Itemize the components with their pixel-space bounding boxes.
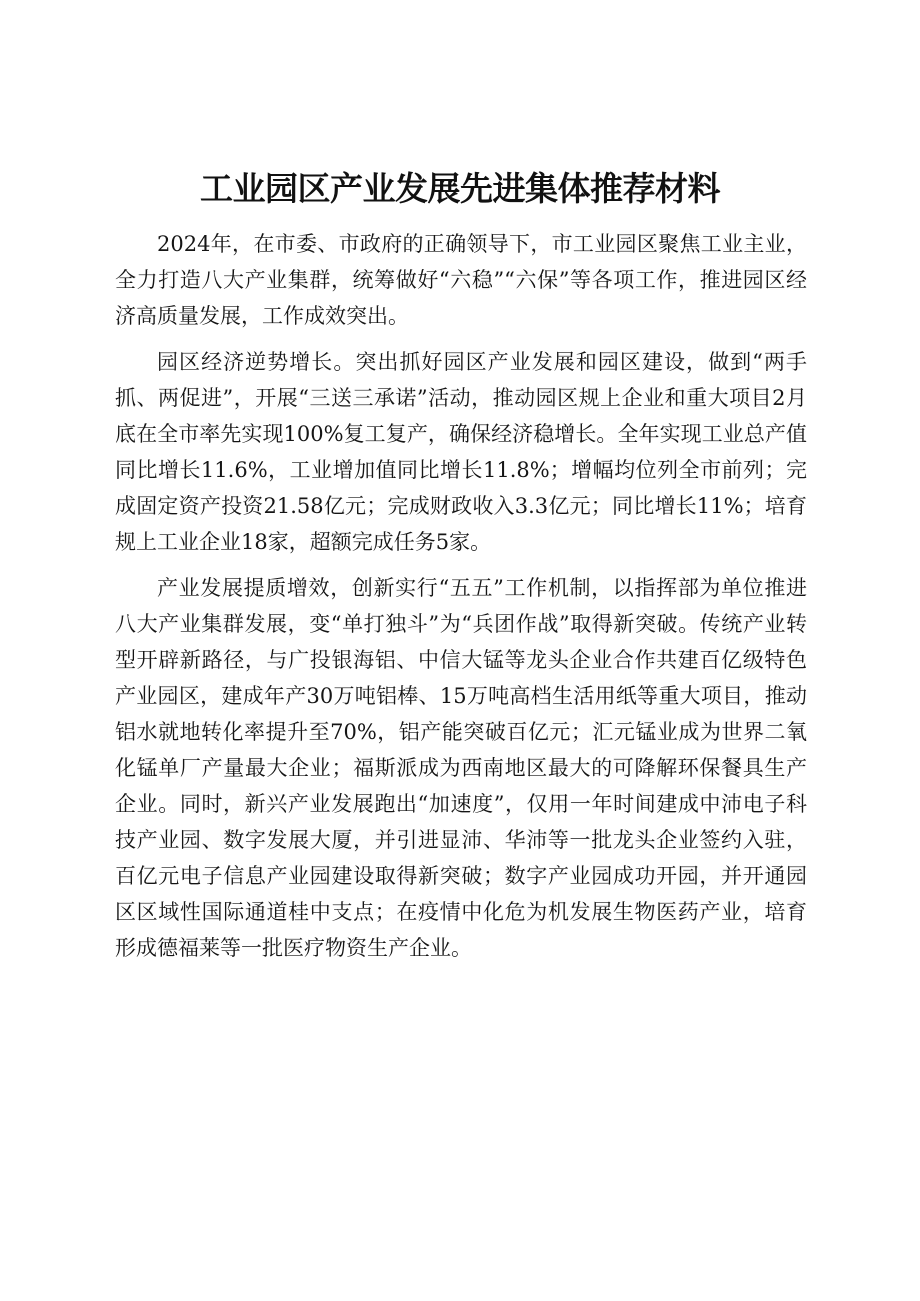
document-title: 工业园区产业发展先进集体推荐材料 [200,169,720,208]
document-body [115,226,807,976]
paragraph-economic-growth: 园区经济逆势增长。突出抓好园区产业发展和园区建设，做到“两手抓、两促进”，开展“三送三承诺”活动，推动园区规上企业和重大项目2月底在全市率先实现100%复工复产，确保经济稳增长。全年实现工业总产值同比增长11.6%，工业增加值同比增长11.8%；增幅均位列全市前列；完成固定资产投资21.58亿元；完成财政收入3.3亿元；同比增长11%；培育规上工业企业18家，超额完成任务5家。 [115,350,807,554]
paragraph-intro: 2024年，在市委、市政府的正确领导下，市工业园区聚焦工业主业，全力打造八大产业集群，统筹做好“六稳”“六保”等各项工作，推进园区经济高质量发展，工作成效突出。 [115,232,807,328]
paragraph-industry-development: 产业发展提质增效，创新实行“五五”工作机制，以指挥部为单位推进八大产业集群发展，变“单打独斗”为“兵团作战”取得新突破。传统产业转型开辟新路径，与广投银海铝、中信大锰等龙头企业合作共建百亿级特色产业园区，建成年产30万吨铝棒、15万吨高档生活用纸等重大项目，推动铝水就地转化率提升至70%，铝产能突破百亿元；汇元锰业成为世界二氧化锰单厂产量最大企业；福斯派成为西南地区最大的可降解环保餐具生产企业。同时，新兴产业发展跑出“加速度”，仅用一年时间建成中沛电子科技产业园、数字发展大厦，并引进显沛、华沛等一批龙头企业签约入驻，百亿元电子信息产业园建设取得新突破；数字产业园成功开园，并开通园区区域性国际通道桂中支点；在疫情中化危为机发展生物医药产业，培育形成德福莱等一批医疗物资生产企业。 [115,576,807,960]
